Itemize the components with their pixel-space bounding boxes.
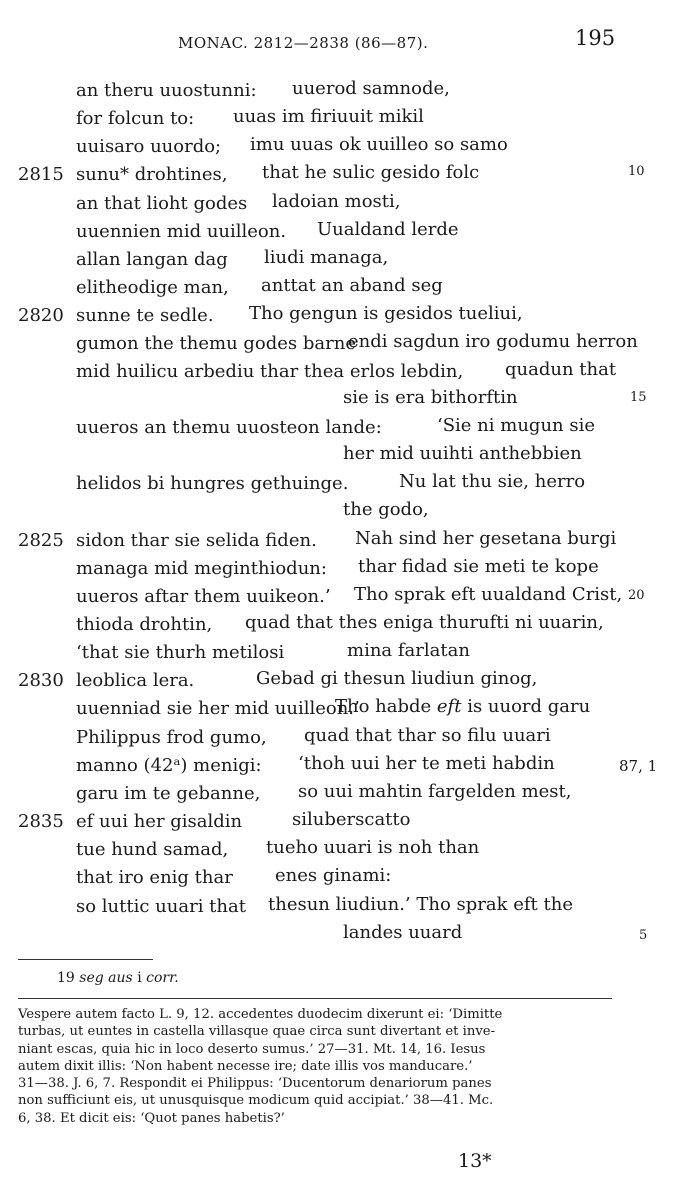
verse-right: sie is era bithorftin: [343, 387, 518, 408]
verse-right: [335, 696, 590, 718]
line-number: 2835: [18, 811, 64, 832]
verse-left: leoblica lera.: [76, 670, 195, 691]
verse-right: endi sagdun iro godumu herron: [348, 331, 638, 352]
verse-left: uuenniad sie her mid uuilleon.’: [76, 698, 360, 719]
verse-left: tue hund samad,: [76, 839, 229, 860]
footnote-rule: [18, 959, 153, 960]
verse-right: liudi managa,: [264, 247, 389, 268]
verse-left: so luttic uuari that: [76, 896, 246, 917]
verse-left: uueros an themu uuosteon lande:: [76, 417, 382, 438]
verse-right: uuerod samnode,: [292, 78, 450, 99]
margin-number: 87, 1: [619, 757, 658, 775]
latin-line: autem dixit illis: ‘Non habent necesse ire; date illis vos manducare.’: [18, 1058, 473, 1074]
verse-left: managa mid meginthiodun:: [76, 558, 327, 579]
verse-left: uuisaro uuordo;: [76, 136, 222, 157]
verse-right: Tho sprak eft uualdand Crist,: [354, 584, 623, 605]
line-number: 2815: [18, 164, 64, 185]
verse-right: quadun that: [505, 359, 617, 380]
footnote-italic: aus: [108, 970, 133, 986]
verse-left: allan langan dag: [76, 249, 228, 270]
verse-right: landes uuard: [343, 922, 463, 943]
latin-line: non sufficiunt eis, ut unusquisque modicum quid accipiat.’ 38—41. Mc.: [18, 1093, 494, 1109]
verse-left: an that lioht godes: [76, 193, 248, 214]
verse-left: Philippus frod gumo,: [76, 727, 267, 748]
verse-left: helidos bi hungres gethuinge.: [76, 473, 349, 494]
verse-right: so uui mahtin fargelden mest,: [298, 781, 572, 802]
verse-left: thioda drohtin,: [76, 614, 213, 635]
latin-apparatus: [18, 1006, 618, 1127]
verse-right: uuas im firiuuit mikil: [233, 106, 424, 127]
verse-right: Tho gengun is gesidos tueliui,: [249, 303, 523, 324]
margin-number: 5: [639, 928, 648, 943]
verse-right: anttat an aband seg: [261, 275, 443, 296]
latin-line: Vespere autem facto L. 9, 12. accedentes duodecim dixerunt ei: ‘Dimitte: [18, 1007, 503, 1022]
verse-right: Nah sind her gesetana burgi: [355, 528, 617, 549]
verse-left: sidon thar sie selida fiden.: [76, 530, 317, 551]
latin-line: 6, 38. Et dicit eis: ‘Quot panes habetis?’: [18, 1110, 285, 1126]
verse-left: sunu* drohtines,: [76, 164, 228, 185]
apparatus-rule: [18, 998, 612, 999]
latin-line: 31—38. J. 6, 7. Respondit ei Philippus: ‘Ducentorum denariorum panes: [18, 1076, 492, 1092]
italic-word: eft: [436, 696, 462, 717]
latin-line: turbas, ut euntes in castella villasque quae circa sunt divertant et inve-: [18, 1024, 496, 1040]
verse-right: ‘Sie ni mugun sie: [437, 415, 595, 436]
line-number: 2830: [18, 670, 64, 691]
footnote-text: i: [137, 970, 142, 986]
footnote-italic: seg: [79, 970, 104, 986]
verse-left: ‘that sie thurh metilosi: [76, 642, 285, 663]
line-number: 2820: [18, 305, 64, 326]
verse-left: mid huilicu arbediu thar thea erlos lebdin,: [76, 361, 464, 382]
verse-left: uueros aftar them uuikeon.’: [76, 586, 331, 607]
verse-left: an theru uuostunni:: [76, 80, 257, 101]
verse-right: Gebad gi thesun liudiun ginog,: [256, 668, 538, 689]
verse-right: thesun liudiun.’ Tho sprak eft the: [268, 894, 573, 915]
margin-number: 10: [628, 164, 645, 179]
verse-right: imu uuas ok uuilleo so samo: [250, 134, 508, 155]
margin-number: 15: [630, 390, 647, 405]
verse-left: elitheodige man,: [76, 277, 229, 298]
verse-right: that he sulic gesido folc: [262, 162, 480, 183]
margin-number: 20: [628, 588, 645, 603]
verse-right: quad that thar so filu uuari: [304, 725, 551, 746]
verse-left: sunne te sedle.: [76, 305, 214, 326]
verse-right: Nu lat thu sie, herro: [399, 471, 586, 492]
line-number: 2825: [18, 530, 64, 551]
footnote-number: 19: [57, 970, 75, 986]
footnote: [57, 970, 179, 986]
verse-right: her mid uuihti anthebbien: [343, 443, 582, 464]
verse-right: the godo,: [343, 499, 429, 520]
verse-right: ‘thoh uui her te meti habdin: [298, 753, 555, 774]
verse-left: gumon the themu godes barne: [76, 333, 356, 354]
verse-left: manno (42ᵃ) menigi:: [76, 755, 262, 776]
verse-text: Tho habde: [335, 696, 437, 717]
verse-left: for folcun to:: [76, 108, 195, 129]
signature-mark: 13*: [458, 1150, 492, 1172]
verse-right: siluberscatto: [292, 809, 411, 830]
latin-line: niant escas, quia hic in loco deserto sumus.’ 27—31. Mt. 14, 16. Iesus: [18, 1041, 486, 1057]
page-number: 195: [575, 26, 616, 50]
footnote-italic: corr.: [146, 970, 179, 986]
verse-left: ef uui her gisaldin: [76, 811, 243, 832]
verse-left: garu im te gebanne,: [76, 783, 261, 804]
verse-right: thar fidad sie meti te kope: [358, 556, 599, 577]
running-title: MONAC. 2812—2838 (86—87).: [178, 34, 429, 52]
verse-right: quad that thes eniga thurufti ni uuarin,: [245, 612, 604, 633]
verse-left: that iro enig thar: [76, 867, 233, 888]
verse-right: enes ginami:: [275, 865, 392, 886]
verse-right: tueho uuari is noh than: [266, 837, 480, 858]
verse-text: is uuord garu: [461, 696, 591, 717]
verse-right: ladoian mosti,: [272, 191, 401, 212]
verse-right: Uualdand lerde: [317, 219, 459, 240]
verse-left: uuennien mid uuilleon.: [76, 221, 287, 242]
verse-right: mina farlatan: [347, 640, 470, 661]
